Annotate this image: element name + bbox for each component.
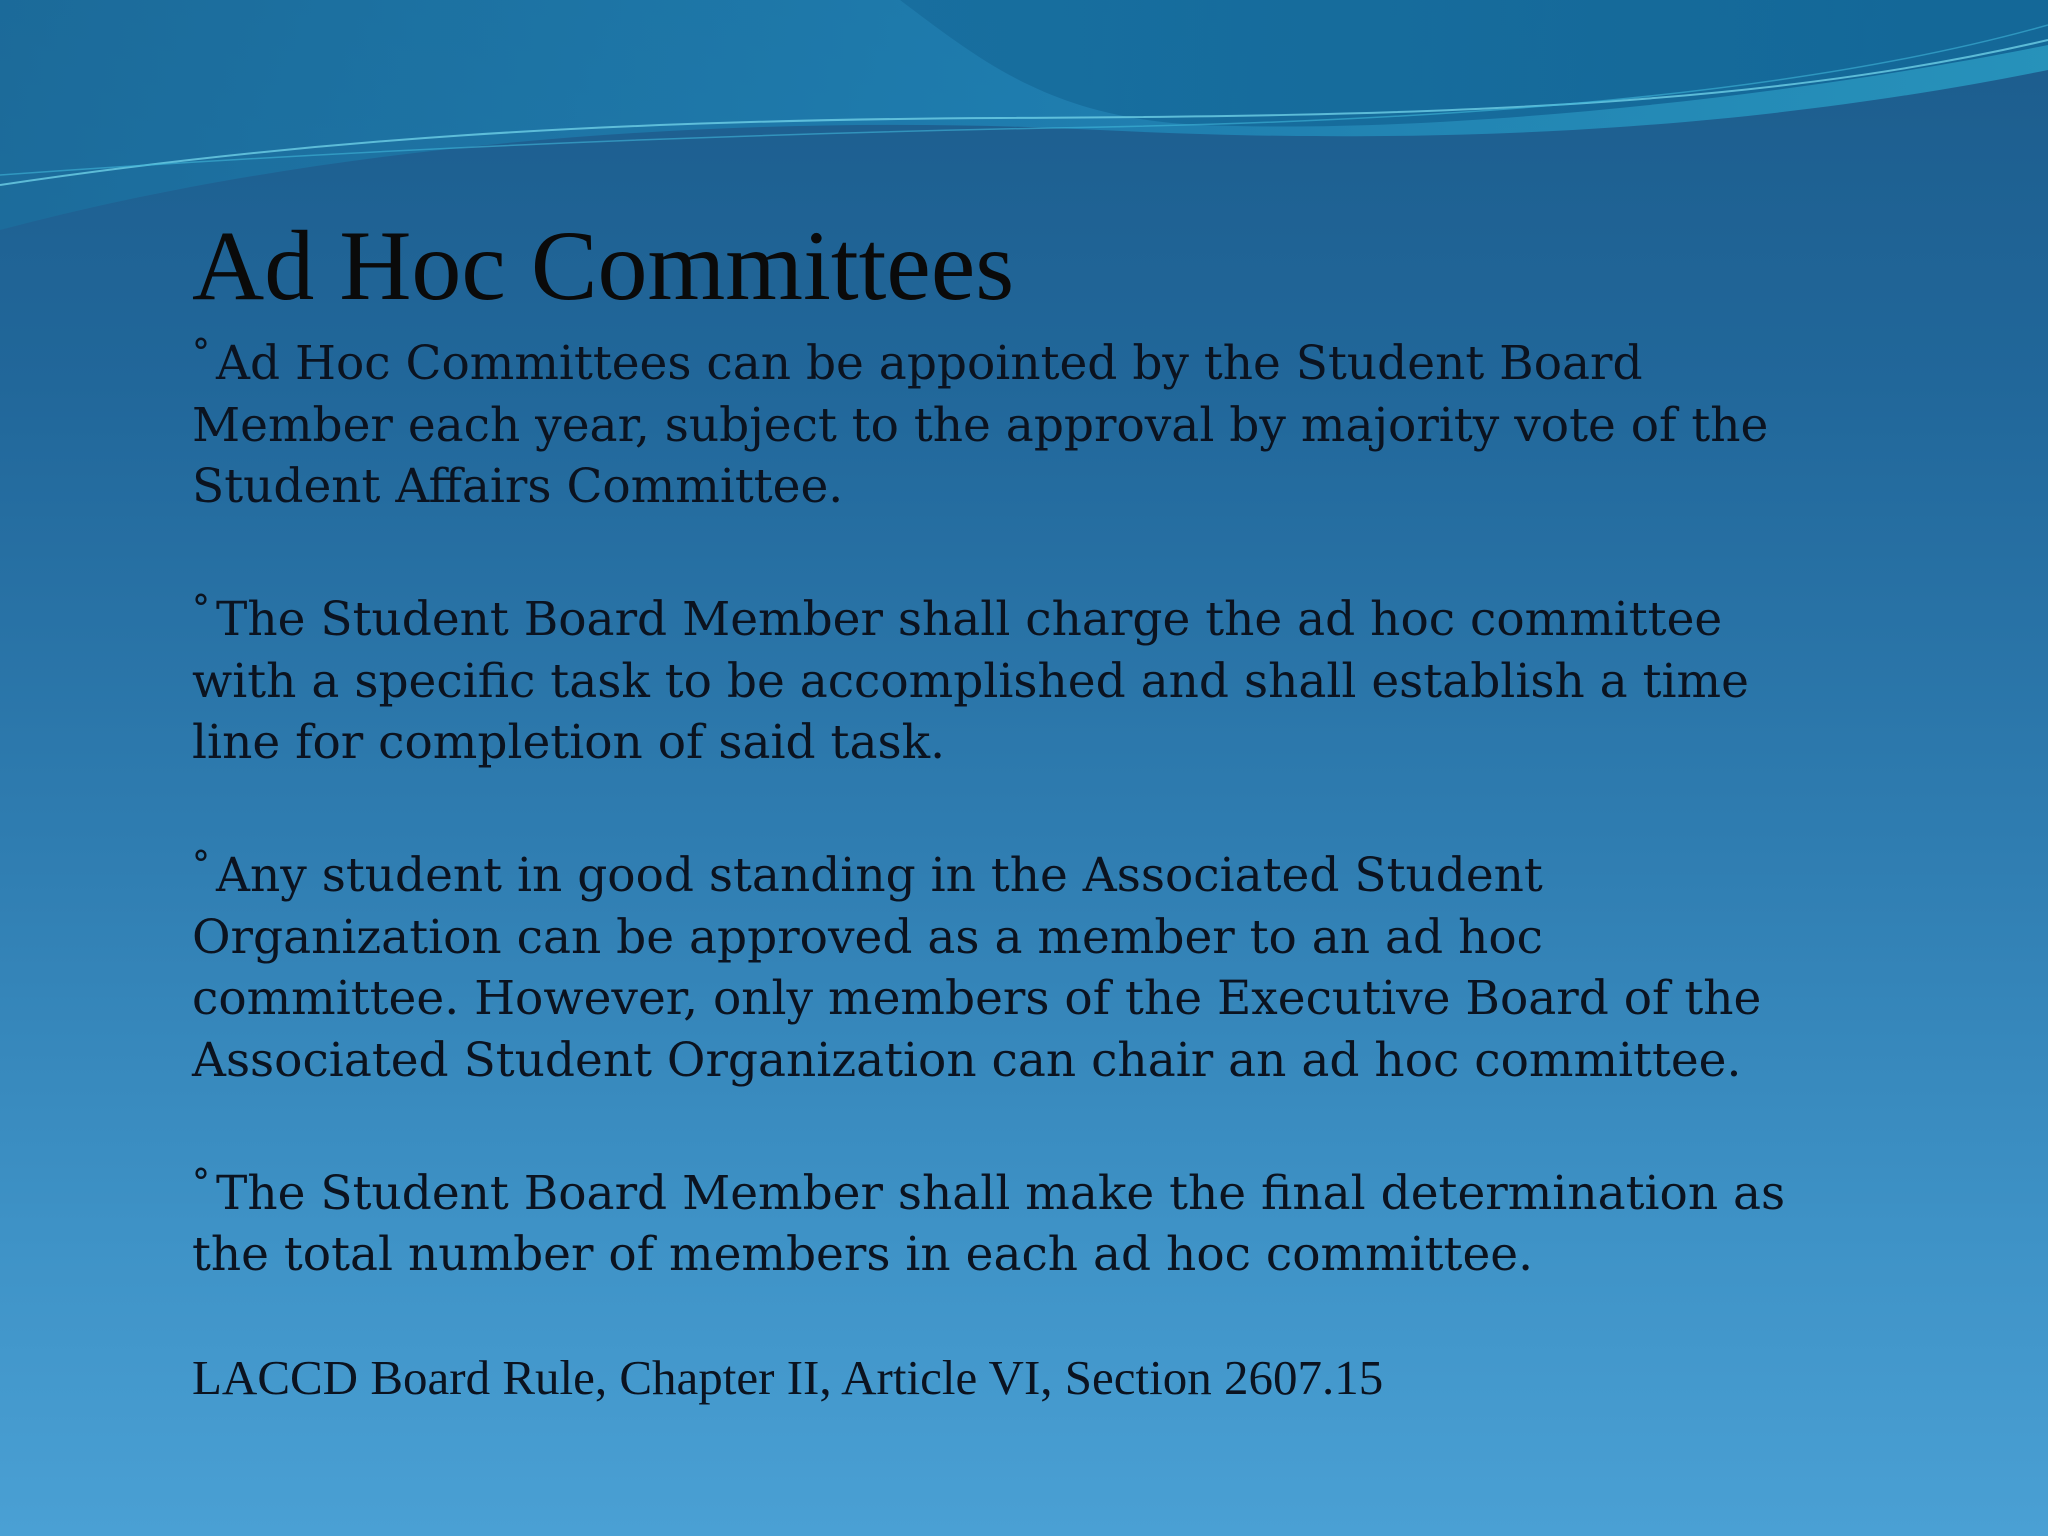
bullet-marker: ° xyxy=(192,589,210,630)
slide-body xyxy=(192,323,1812,1409)
bullet-marker: ° xyxy=(192,333,210,374)
bullet-marker: ° xyxy=(192,845,210,886)
spacer xyxy=(192,1091,1812,1153)
spacer xyxy=(192,1286,1812,1348)
citation: LACCD Board Rule, Chapter II, Article VI, Section 2607.15 xyxy=(192,1350,1384,1405)
spacer xyxy=(192,774,1812,836)
bullet-text-2: The Student Board Member shall charge the ad hoc committee with a specific task to be accomplished and shall establish a time line for completion of said task. xyxy=(192,592,1749,770)
bullet-text-3: Any student in good standing in the Associated Student Organization can be approved as a member to an ad hoc committee. However, only members of the Executive Board of the Associated Student Organization can chair an ad hoc committee. xyxy=(192,848,1762,1088)
bullet-text-4: The Student Board Member shall make the final determination as the total number of members in each ad hoc committee. xyxy=(192,1165,1786,1282)
bullet-paragraph-3 xyxy=(192,835,1812,1091)
bullet-paragraph-2 xyxy=(192,579,1812,774)
bullet-paragraph-4 xyxy=(192,1153,1812,1286)
bullet-paragraph-1 xyxy=(192,323,1812,518)
spacer xyxy=(192,518,1812,580)
bullet-marker: ° xyxy=(192,1162,210,1204)
bullet-text-1: Ad Hoc Committees can be appointed by the Student Board Member each year, subject to the approval by majority vote of the Student Affairs Committee. xyxy=(192,336,1769,514)
slide-title: Ad Hoc Committees xyxy=(192,210,1015,321)
